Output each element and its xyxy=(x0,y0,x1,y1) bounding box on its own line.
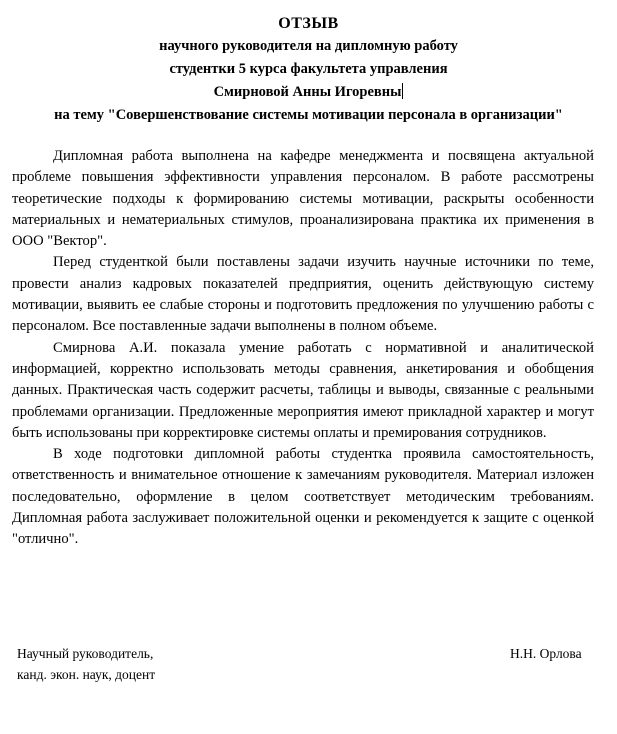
paragraph-1: Дипломная работа выполнена на кафедре менеджмента и посвящена актуальной проблеме повышения эффективности управления персоналом. В работе рассмотрены теоретические подходы к формированию системы мотивации, раскрыты особенности материальных и нематериальных стимулов, проанализирована практика их применения в ООО "Вектор". xyxy=(12,148,594,250)
header-line-student-name xyxy=(0,81,617,104)
document-header xyxy=(0,12,617,127)
paragraph-2: Перед студенткой были поставлены задачи изучить научные источники по теме, провести анализ кадровых показателей предприятия, оценить действующую систему мотивации, выявить ее слабые стороны и подготовить предложения по улучшению работы с персоналом. Все поставленные задачи выполнены в полном объеме. xyxy=(12,254,594,335)
paragraph-3: Смирнова А.И. показала умение работать с нормативной и аналитической информацией, корректно использовать методы сравнения, анкетирования и обобщения данных. Практическая часть содержит расчеты, таблицы и выводы, связанные с реальными проблемами организации. Предложенные мероприятия имеют прикладной характер и могут быть использованы при корректировке системы оплаты и премирования сотрудников. xyxy=(12,339,594,441)
student-name: Смирновой Анны Игоревны xyxy=(213,84,402,100)
header-line-student: студентки 5 курса факультета управления xyxy=(169,61,448,77)
document-title: ОТЗЫВ xyxy=(278,15,339,32)
paragraph-4: В ходе подготовки дипломной работы студентка проявила самостоятельность, ответственность и внимательное отношение к замечаниям руководителя. Материал изложен последовательно, оформление в целом соответствует методическим требованиям. Дипломная работа заслуживает положительной оценки и рекомендуется к защите с оценкой "отлично". xyxy=(12,446,594,548)
review-body xyxy=(12,146,594,551)
header-line-topic: на тему "Совершенствование системы мотивации персонала в организации" xyxy=(54,107,563,123)
signature-block xyxy=(17,643,155,685)
text-cursor xyxy=(402,83,403,99)
signature-name: Н.Н. Орлова xyxy=(510,646,582,661)
signature-degree: канд. экон. наук, доцент xyxy=(17,667,156,682)
signature-role: Научный руководитель, xyxy=(17,646,154,661)
header-line-supervisor: научного руководителя на дипломную работу xyxy=(159,38,458,54)
